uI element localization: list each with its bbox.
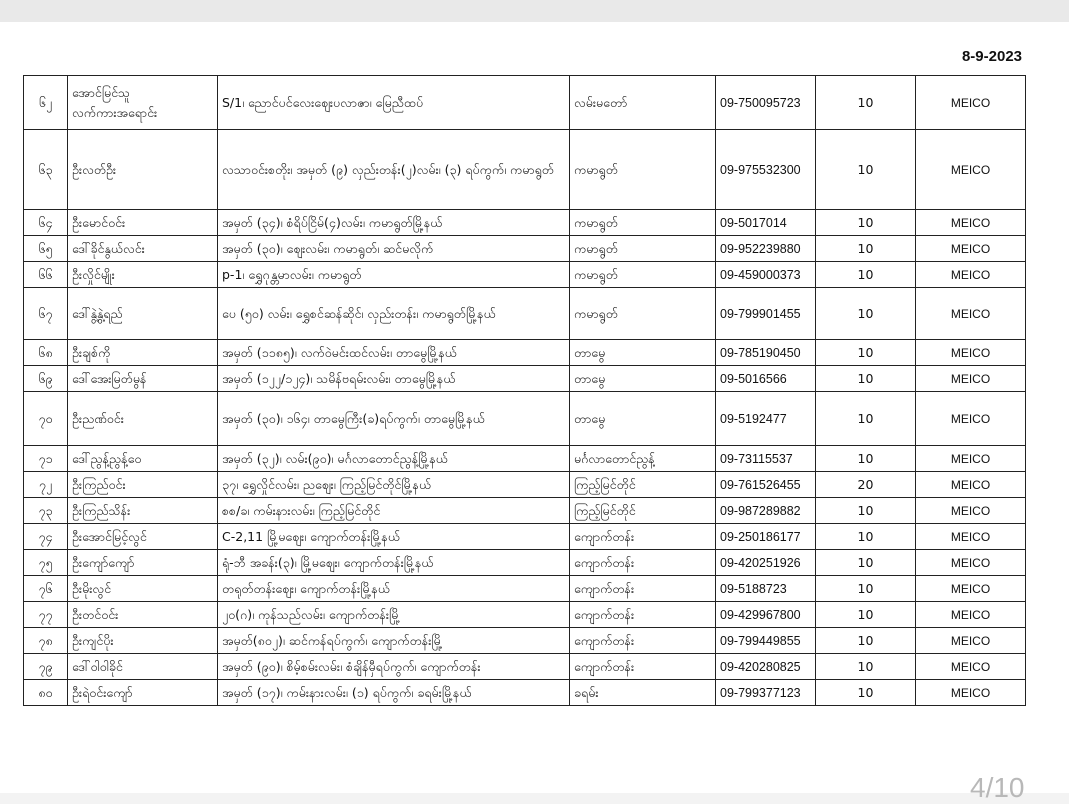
table-row bbox=[24, 130, 1026, 210]
cell-phone: 09-799901455 bbox=[716, 288, 816, 340]
cell-quantity: 10 bbox=[816, 236, 916, 262]
cell-company: MEICO bbox=[916, 654, 1026, 680]
cell-phone: 09-5188723 bbox=[716, 576, 816, 602]
document-date: 8-9-2023 bbox=[961, 48, 1022, 65]
cell-township: လမ်းမတော် bbox=[570, 76, 716, 130]
cell-phone: 09-420251926 bbox=[716, 550, 816, 576]
cell-address: အမှတ် (၃၀)၊ ဈေးလမ်း၊ ကမာရွတ်၊ ဆင်မလိုက် bbox=[218, 236, 570, 262]
cell-company: MEICO bbox=[916, 392, 1026, 446]
cell-name: ဦးချစ်ကို bbox=[68, 340, 218, 366]
cell-company: MEICO bbox=[916, 524, 1026, 550]
cell-address: S/1၊ ညောင်ပင်လေးဈေးပလာဇာ၊ မြေညီထပ် bbox=[218, 76, 570, 130]
cell-number: ၈၀ bbox=[24, 680, 68, 706]
distributor-table bbox=[23, 75, 1026, 706]
cell-quantity: 10 bbox=[816, 446, 916, 472]
cell-name: ဒေါ်နွဲ့နွဲ့ရည် bbox=[68, 288, 218, 340]
cell-company: MEICO bbox=[916, 340, 1026, 366]
cell-number: ၆၂ bbox=[24, 76, 68, 130]
cell-number: ၆၇ bbox=[24, 288, 68, 340]
cell-phone: 09-799449855 bbox=[716, 628, 816, 654]
cell-number: ၇၂ bbox=[24, 472, 68, 498]
cell-phone: 09-5016566 bbox=[716, 366, 816, 392]
cell-address: ၃၇၊ ရွှေလှိုင်လမ်း၊ ညဈေး၊ ကြည့်မြင်တိုင်မြို့နယ် bbox=[218, 472, 570, 498]
cell-phone: 09-952239880 bbox=[716, 236, 816, 262]
cell-number: ၇၅ bbox=[24, 550, 68, 576]
document-page bbox=[0, 22, 1069, 803]
cell-township: ကြည့်မြင်တိုင် bbox=[570, 472, 716, 498]
cell-company: MEICO bbox=[916, 680, 1026, 706]
cell-phone: 09-761526455 bbox=[716, 472, 816, 498]
cell-number: ၆၅ bbox=[24, 236, 68, 262]
cell-name: ဒေါ်ဝါဝါခိုင် bbox=[68, 654, 218, 680]
cell-quantity: 10 bbox=[816, 654, 916, 680]
cell-phone: 09-420280825 bbox=[716, 654, 816, 680]
cell-township: တာမွေ bbox=[570, 340, 716, 366]
table-row bbox=[24, 680, 1026, 706]
cell-quantity: 10 bbox=[816, 210, 916, 236]
cell-number: ၆၉ bbox=[24, 366, 68, 392]
cell-quantity: 10 bbox=[816, 76, 916, 130]
cell-number: ၇၄ bbox=[24, 524, 68, 550]
cell-quantity: 10 bbox=[816, 550, 916, 576]
table-row bbox=[24, 340, 1026, 366]
cell-township: ခရမ်း bbox=[570, 680, 716, 706]
cell-township: မင်္ဂလာတောင်ညွန့် bbox=[570, 446, 716, 472]
table-row bbox=[24, 654, 1026, 680]
table-body bbox=[24, 76, 1026, 706]
cell-address: အမှတ် (၃၄)၊ စံရိပ်ငြိမ်(၄)လမ်း၊ ကမာရွတ်မြို့နယ် bbox=[218, 210, 570, 236]
cell-number: ၇၆ bbox=[24, 576, 68, 602]
cell-township: တာမွေ bbox=[570, 366, 716, 392]
cell-quantity: 10 bbox=[816, 524, 916, 550]
cell-phone: 09-987289882 bbox=[716, 498, 816, 524]
cell-number: ၇၉ bbox=[24, 654, 68, 680]
cell-quantity: 10 bbox=[816, 628, 916, 654]
cell-address: အမှတ်(၈၀၂)၊ ဆင်ကန်ရပ်ကွက်၊ ကျောက်တန်းမြို့ bbox=[218, 628, 570, 654]
cell-name: ဦးလတ်ဦး bbox=[68, 130, 218, 210]
table-row bbox=[24, 76, 1026, 130]
cell-quantity: 10 bbox=[816, 498, 916, 524]
cell-address: လသာဝင်းစတိုး၊ အမှတ် (၉) လှည်းတန်း(၂)လမ်း၊ (၃) ရပ်ကွက်၊ ကမာရွတ် bbox=[218, 130, 570, 210]
cell-township: ကျောက်တန်း bbox=[570, 628, 716, 654]
cell-phone: 09-975532300 bbox=[716, 130, 816, 210]
cell-company: MEICO bbox=[916, 130, 1026, 210]
table-row bbox=[24, 236, 1026, 262]
cell-quantity: 10 bbox=[816, 392, 916, 446]
cell-company: MEICO bbox=[916, 262, 1026, 288]
cell-quantity: 10 bbox=[816, 262, 916, 288]
cell-company: MEICO bbox=[916, 210, 1026, 236]
cell-address: အမှတ် (၉၀)၊ စိမ့်စမ်းလမ်း၊ စံချိန်မှီရပ်ကွက်၊ ကျောက်တန်း bbox=[218, 654, 570, 680]
cell-quantity: 10 bbox=[816, 340, 916, 366]
cell-number: ၇၀ bbox=[24, 392, 68, 446]
cell-company: MEICO bbox=[916, 498, 1026, 524]
table-row bbox=[24, 210, 1026, 236]
cell-township: ကျောက်တန်း bbox=[570, 576, 716, 602]
cell-company: MEICO bbox=[916, 236, 1026, 262]
table-row bbox=[24, 602, 1026, 628]
cell-township: ကျောက်တန်း bbox=[570, 602, 716, 628]
cell-address: အမှတ် (၁၇)၊ ကမ်းနားလမ်း၊ (၁) ရပ်ကွက်၊ ခရမ်းမြို့နယ် bbox=[218, 680, 570, 706]
table-row bbox=[24, 446, 1026, 472]
cell-phone: 09-750095723 bbox=[716, 76, 816, 130]
cell-number: ၆၆ bbox=[24, 262, 68, 288]
cell-number: ၇၁ bbox=[24, 446, 68, 472]
cell-township: ကျောက်တန်း bbox=[570, 524, 716, 550]
cell-quantity: 20 bbox=[816, 472, 916, 498]
cell-address: C-2,11 မြို့မဈေး၊ ကျောက်တန်းမြို့နယ် bbox=[218, 524, 570, 550]
cell-address: အမှတ် (၁၁၈၅)၊ လက်ဝဲမင်းထင်လမ်း၊ တာမွေမြို့နယ် bbox=[218, 340, 570, 366]
cell-township: ကမာရွတ် bbox=[570, 210, 716, 236]
cell-number: ၆၄ bbox=[24, 210, 68, 236]
cell-name: ဦးကြည်သိန်း bbox=[68, 498, 218, 524]
cell-number: ၆၃ bbox=[24, 130, 68, 210]
cell-phone: 09-799377123 bbox=[716, 680, 816, 706]
table-row bbox=[24, 550, 1026, 576]
table-row bbox=[24, 524, 1026, 550]
cell-name: အောင်မြင်သူ လက်ကားအရောင်း bbox=[68, 76, 218, 130]
table-row bbox=[24, 498, 1026, 524]
cell-quantity: 10 bbox=[816, 288, 916, 340]
cell-name: ဦးအောင်မြင့်လွင် bbox=[68, 524, 218, 550]
table-row bbox=[24, 392, 1026, 446]
cell-address: ရုံ-ဘီ အခန်း(၃)၊ မြို့မဈေး၊ ကျောက်တန်းမြို့နယ် bbox=[218, 550, 570, 576]
cell-township: ကမာရွတ် bbox=[570, 130, 716, 210]
cell-address: ပေ (၅၀) လမ်း၊ ရွှေစင်ဆန်ဆိုင်၊ လှည်းတန်း၊ ကမာရွတ်မြို့နယ် bbox=[218, 288, 570, 340]
cell-company: MEICO bbox=[916, 628, 1026, 654]
cell-address: ၂၀(ဂ)၊ ကုန်သည်လမ်း၊ ကျောက်တန်းမြို့ bbox=[218, 602, 570, 628]
cell-name: ဦးကျော်ကျော် bbox=[68, 550, 218, 576]
cell-company: MEICO bbox=[916, 472, 1026, 498]
cell-phone: 09-5192477 bbox=[716, 392, 816, 446]
cell-company: MEICO bbox=[916, 550, 1026, 576]
cell-company: MEICO bbox=[916, 366, 1026, 392]
cell-name: ဦးကြည်ဝင်း bbox=[68, 472, 218, 498]
cell-number: ၆၈ bbox=[24, 340, 68, 366]
cell-township: တာမွေ bbox=[570, 392, 716, 446]
cell-name: ဦးညဏ်ဝင်း bbox=[68, 392, 218, 446]
cell-quantity: 10 bbox=[816, 366, 916, 392]
cell-name: ဒေါ်ခိုင်နွယ်လင်း bbox=[68, 236, 218, 262]
table-row bbox=[24, 288, 1026, 340]
cell-company: MEICO bbox=[916, 76, 1026, 130]
cell-name: ဒေါ်အေးမြတ်မွန် bbox=[68, 366, 218, 392]
cell-address: စစ/ခ၊ ကမ်းနားလမ်း၊ ကြည့်မြင်တိုင် bbox=[218, 498, 570, 524]
cell-name: ဦးမောင်ဝင်း bbox=[68, 210, 218, 236]
cell-township: ကျောက်တန်း bbox=[570, 654, 716, 680]
cell-name: ဦးလှိုင်မျိုး bbox=[68, 262, 218, 288]
table-row bbox=[24, 472, 1026, 498]
cell-name: ဒေါ်ညွန့်ညွန့်ဝေ bbox=[68, 446, 218, 472]
cell-township: ကြည့်မြင်တိုင် bbox=[570, 498, 716, 524]
cell-phone: 09-73115537 bbox=[716, 446, 816, 472]
cell-address: အမှတ် (၁၂၂/၁၂၄)၊ သမိန်ဗရမ်းလမ်း၊ တာမွေမြို့နယ် bbox=[218, 366, 570, 392]
cell-company: MEICO bbox=[916, 602, 1026, 628]
cell-number: ၇၇ bbox=[24, 602, 68, 628]
cell-name: ဦးတင်ဝင်း bbox=[68, 602, 218, 628]
cell-number: ၇၃ bbox=[24, 498, 68, 524]
table-row bbox=[24, 366, 1026, 392]
cell-address: တရုတ်တန်းဈေး၊ ကျောက်တန်းမြို့နယ် bbox=[218, 576, 570, 602]
cell-company: MEICO bbox=[916, 288, 1026, 340]
cell-address: အမှတ် (၃၂)၊ လမ်း(၉၀)၊ မင်္ဂလာတောင်ညွန့်မြို့နယ် bbox=[218, 446, 570, 472]
cell-name: ဦးမိုးလွင် bbox=[68, 576, 218, 602]
cell-name: ဦးရဲဝင်းကျော် bbox=[68, 680, 218, 706]
cell-company: MEICO bbox=[916, 446, 1026, 472]
cell-quantity: 10 bbox=[816, 602, 916, 628]
table-row bbox=[24, 262, 1026, 288]
cell-phone: 09-5017014 bbox=[716, 210, 816, 236]
cell-address: အမှတ် (၃၀)၊ ၁၆၄၊ တာမွေကြီး(ခ)ရပ်ကွက်၊ တာမွေမြို့နယ် bbox=[218, 392, 570, 446]
cell-phone: 09-250186177 bbox=[716, 524, 816, 550]
cell-township: ကမာရွတ် bbox=[570, 236, 716, 262]
cell-quantity: 10 bbox=[816, 680, 916, 706]
cell-quantity: 10 bbox=[816, 576, 916, 602]
cell-name: ဦးကျင်ပိုး bbox=[68, 628, 218, 654]
cell-township: ကမာရွတ် bbox=[570, 262, 716, 288]
page-indicator: 4/10 bbox=[970, 772, 1025, 803]
cell-company: MEICO bbox=[916, 576, 1026, 602]
cell-phone: 09-459000373 bbox=[716, 262, 816, 288]
viewer-top-bar bbox=[0, 0, 1069, 22]
cell-township: ကျောက်တန်း bbox=[570, 550, 716, 576]
cell-phone: 09-429967800 bbox=[716, 602, 816, 628]
cell-quantity: 10 bbox=[816, 130, 916, 210]
table-row bbox=[24, 576, 1026, 602]
cell-address: p-1၊ ရွှေဂုန္တမာလမ်း၊ ကမာရွတ် bbox=[218, 262, 570, 288]
cell-phone: 09-785190450 bbox=[716, 340, 816, 366]
cell-township: ကမာရွတ် bbox=[570, 288, 716, 340]
cell-number: ၇၈ bbox=[24, 628, 68, 654]
table-row bbox=[24, 628, 1026, 654]
